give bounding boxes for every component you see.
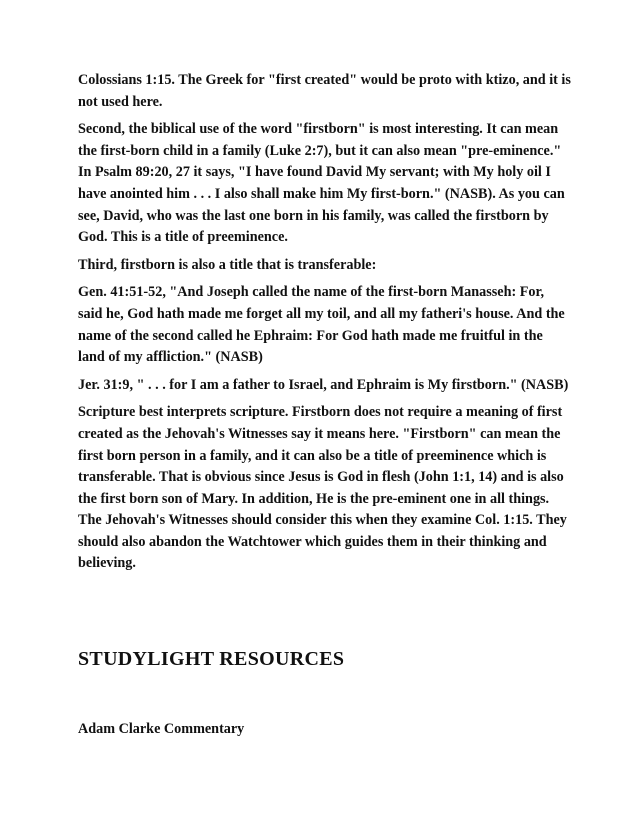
document-page: [78, 70, 572, 739]
paragraph-firstborn-meaning: Second, the biblical use of the word "firstborn" is most interesting. It can mean the first-born child in a family (Luke 2:7), but it can also mean "pre-eminence." In Psalm 89:20, 27 it says, "I have found David My servant; with My holy oil I have anointed him . . . I also shall make him My first-born." (NASB). As you can see, David, who was the last one born in his family, was called the firstborn by God. This is a title of preeminence.: [78, 121, 565, 246]
paragraph-colossians-intro: Colossians 1:15. The Greek for "first created" would be proto with ktizo, and it is not used here.: [78, 72, 571, 110]
section-heading: STUDYLIGHT RESOURCES: [78, 648, 345, 671]
paragraph-conclusion: Scripture best interprets scripture. Firstborn does not require a meaning of first created as the Jehovah's Witnesses say it means here. "Firstborn" can mean the first born person in a family, and it can also be a title of preeminence which is transferable. That is obvious since Jesus is God in flesh (John 1:1, 14) and is also the first born son of Mary. In addition, He is the pre-eminent one in all things. The Jehovah's Witnesses should consider this when they examine Col. 1:15. They should also abandon the Watchtower which guides them in their thinking and believing.: [78, 404, 567, 572]
paragraph-jeremiah-quote: Jer. 31:9, " . . . for I am a father to Israel, and Ephraim is My firstborn." (NASB): [78, 376, 569, 393]
commentary-subheading: Adam Clarke Commentary: [78, 721, 245, 738]
paragraph-transferable-title: Third, firstborn is also a title that is transferable:: [78, 256, 377, 273]
paragraph-genesis-quote: Gen. 41:51-52, "And Joseph called the name of the first-born Manasseh: For, said he, God hath made me forget all my toil, and all my fatheri's house. And the name of the second called he Ephraim: For God hath made me fruitful in the land of my affliction." (NASB): [78, 284, 565, 366]
